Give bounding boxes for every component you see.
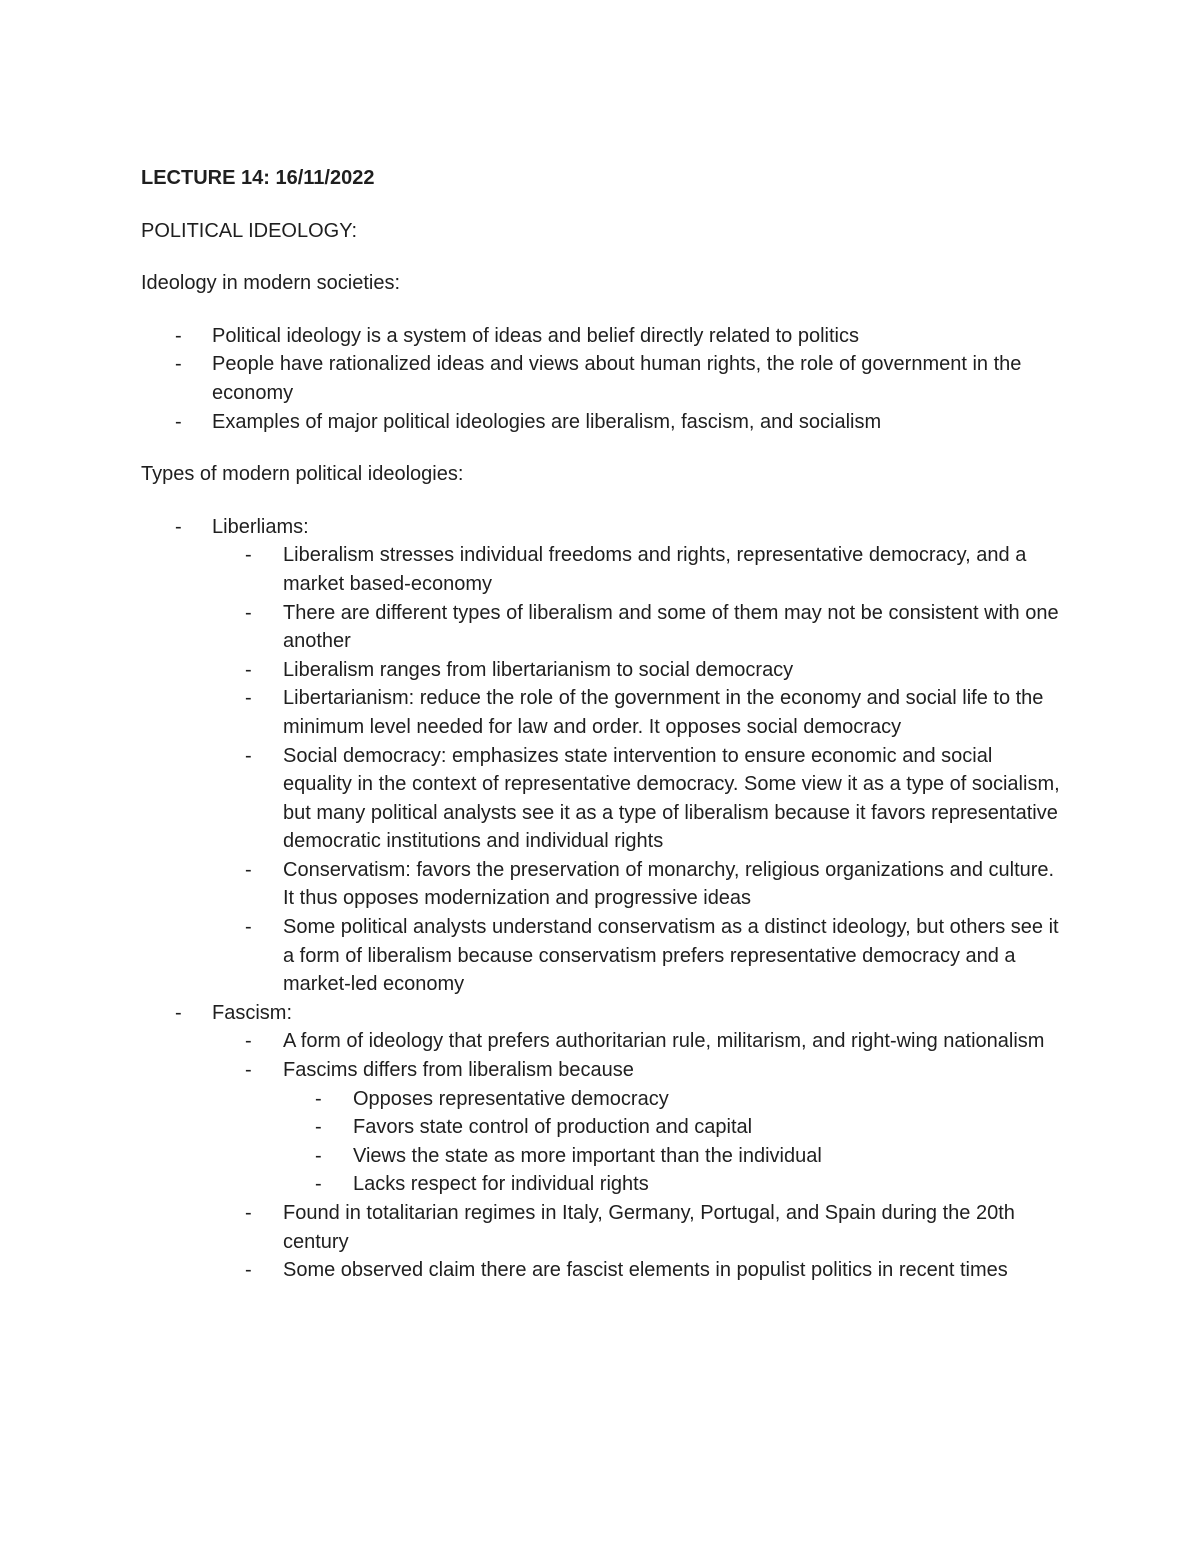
list-item: - Some political analysts understand conservatism as a distinct ideology, but others see it a form of liberalism because conservatism prefers representative democracy and a market-led economy xyxy=(141,913,1061,999)
bullet-dash: - xyxy=(315,1173,322,1196)
list-item: - Libertarianism: reduce the role of the government in the economy and social life to the minimum level needed for law and order. It opposes social democracy xyxy=(141,684,1061,741)
bullet-dash: - xyxy=(245,601,252,624)
bullet-dash: - xyxy=(245,1059,252,1082)
list-item: - Found in totalitarian regimes in Italy, Germany, Portugal, and Spain during the 20th century xyxy=(141,1199,1061,1256)
lecture-title: LECTURE 14: 16/11/2022 xyxy=(141,167,375,189)
bullet-dash: - xyxy=(245,744,252,767)
list-item-fascism: - Fascism: xyxy=(141,999,1061,1028)
bullet-dash: - xyxy=(245,687,252,710)
bullet-dash: - xyxy=(315,1087,322,1110)
list-item: - Liberalism ranges from libertarianism to social democracy xyxy=(141,656,1061,685)
list-item: - Favors state control of production and capital xyxy=(141,1113,1061,1142)
list-item: - Some observed claim there are fascist elements in populist politics in recent times xyxy=(141,1256,1061,1285)
list-item: - Views the state as more important than the individual xyxy=(141,1142,1061,1171)
bullet-dash: - xyxy=(245,858,252,881)
section-label-types: Types of modern political ideologies: xyxy=(141,463,464,486)
bullet-dash: - xyxy=(245,658,252,681)
bullet-dash: - xyxy=(245,544,252,567)
bullet-dash: - xyxy=(315,1144,322,1167)
bullet-dash: - xyxy=(245,1259,252,1282)
list-item: - Political ideology is a system of ideas and belief directly related to politics xyxy=(141,322,1061,351)
bullet-dash: - xyxy=(175,324,182,347)
bullet-dash: - xyxy=(245,916,252,939)
list-item: - Conservatism: favors the preservation of monarchy, religious organizations and culture. It thus opposes modernization and progressive ideas xyxy=(141,856,1061,913)
list-item: - People have rationalized ideas and views about human rights, the role of government in the economy xyxy=(141,350,1061,407)
list-item: - Lacks respect for individual rights xyxy=(141,1170,1061,1199)
bullet-dash: - xyxy=(245,1030,252,1053)
list-item-liberalism: - Liberliams: xyxy=(141,513,1061,542)
bullet-dash: - xyxy=(175,410,182,433)
bullet-dash: - xyxy=(245,1202,252,1224)
list-item: - Liberalism stresses individual freedoms and rights, representative democracy, and a market based-economy xyxy=(141,541,1061,598)
bullet-dash: - xyxy=(315,1116,322,1139)
section-heading: POLITICAL IDEOLOGY: xyxy=(141,219,357,242)
list-item: - Social democracy: emphasizes state intervention to ensure economic and social equality in the context of representative democracy. Some view it as a type of socialism, but many political analysts see it as a type of liberalism because it favors representative democratic institutions and individual rights xyxy=(141,742,1061,856)
section-label-ideology: Ideology in modern societies: xyxy=(141,272,401,295)
bullet-dash: - xyxy=(175,353,182,376)
ideology-list xyxy=(141,322,1061,436)
list-item: - Opposes representative democracy xyxy=(141,1085,1061,1114)
bullet-dash: - xyxy=(175,515,182,538)
bullet-dash: - xyxy=(175,1001,182,1024)
list-item: - Fascims differs from liberalism because xyxy=(141,1056,1061,1085)
list-item: - A form of ideology that prefers authoritarian rule, militarism, and right-wing nationalism xyxy=(141,1027,1061,1056)
types-list xyxy=(141,513,1061,1285)
list-item: - Examples of major political ideologies are liberalism, fascism, and socialism xyxy=(141,408,1061,437)
list-item: - There are different types of liberalism and some of them may not be consistent with one another xyxy=(141,599,1061,656)
document-page xyxy=(141,164,1061,1285)
